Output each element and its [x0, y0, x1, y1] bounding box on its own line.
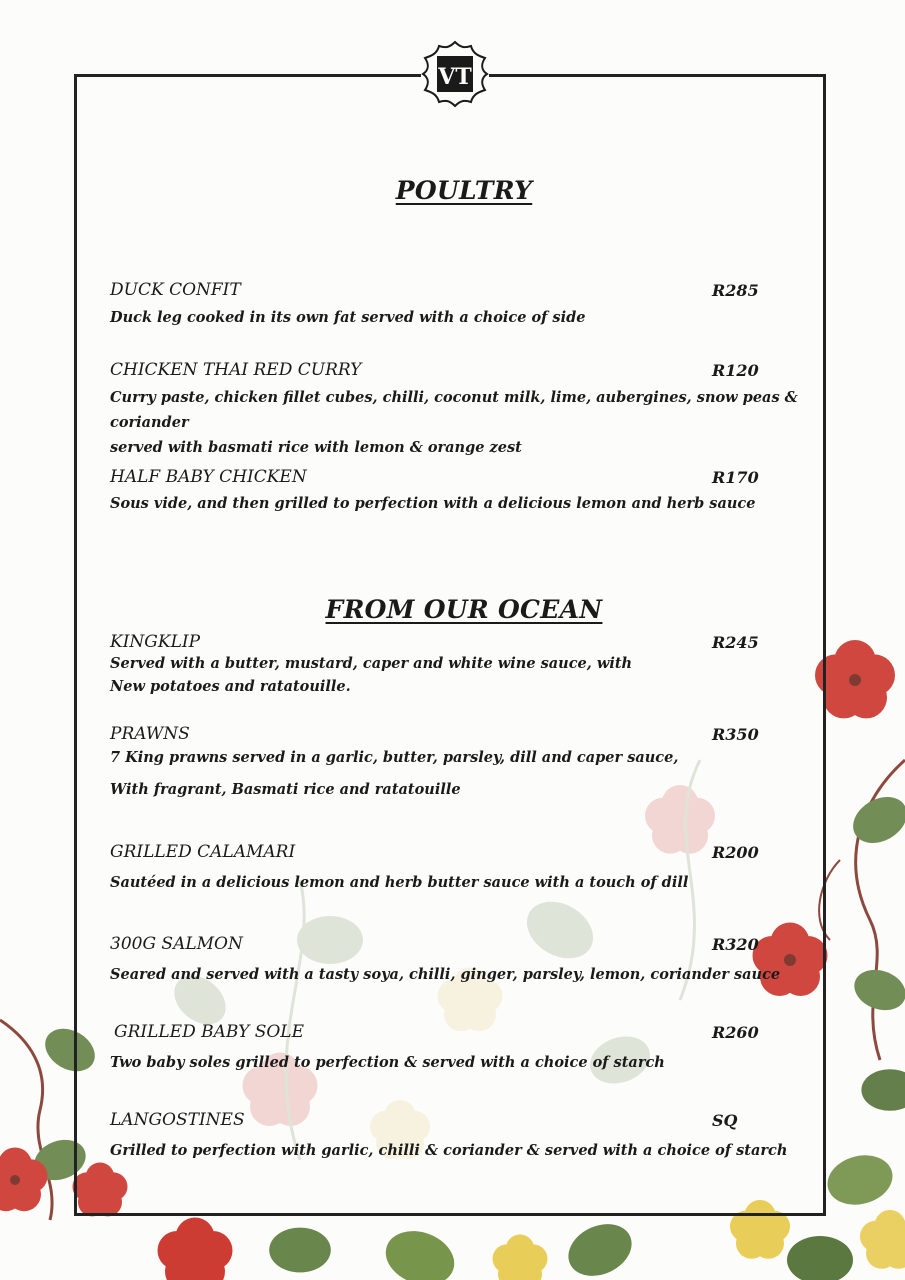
item-price-kingklip: R245: [712, 633, 759, 652]
item-desc-prawns: 7 King prawns served in a garlic, butter, parsley, dill and caper sauce,: [110, 749, 679, 766]
item-name-duck-confit: DUCK CONFIT: [110, 280, 241, 300]
logo-monogram: VT: [438, 64, 472, 90]
item-desc-prawns-continued: With fragrant, Basmati rice and ratatouille: [110, 781, 461, 798]
item-desc-langostines: Grilled to perfection with garlic, chilli & coriander & served with a choice of starch: [110, 1142, 788, 1159]
item-name-300g-salmon: 300G SALMON: [110, 934, 243, 954]
item-desc-kingklip: Served with a butter, mustard, caper and white wine sauce, with New potatoes and ratatouille.: [110, 655, 633, 695]
section-title-poultry: POULTRY: [395, 176, 533, 205]
vt-logo: [421, 40, 489, 108]
item-desc-300g-salmon: Seared and served with a tasty soya, chilli, ginger, parsley, lemon, coriander sauce: [110, 966, 781, 983]
item-price-half-baby-chicken: R170: [712, 468, 759, 487]
item-name-half-baby-chicken: HALF BABY CHICKEN: [110, 467, 307, 487]
item-price-grilled-baby-sole: R260: [712, 1023, 759, 1042]
item-price-prawns: R350: [712, 725, 759, 744]
item-name-grilled-baby-sole: GRILLED BABY SOLE: [114, 1022, 304, 1042]
item-price-duck-confit: R285: [712, 281, 759, 300]
item-name-prawns: PRAWNS: [110, 724, 190, 744]
item-name-grilled-calamari: GRILLED CALAMARI: [110, 842, 296, 862]
item-price-grilled-calamari: R200: [712, 843, 759, 862]
item-price-chicken-thai-red-curry: R120: [712, 361, 759, 380]
item-price-langostines: SQ: [712, 1111, 738, 1130]
section-title-from-our-ocean: FROM OUR OCEAN: [325, 595, 603, 624]
item-desc-duck-confit: Duck leg cooked in its own fat served with a choice of side: [110, 309, 586, 326]
item-name-langostines: LANGOSTINES: [110, 1110, 245, 1130]
item-name-kingklip: KINGKLIP: [110, 632, 201, 652]
item-name-chicken-thai-red-curry: CHICKEN THAI RED CURRY: [110, 360, 362, 380]
item-desc-grilled-calamari: Sautéed in a delicious lemon and herb butter sauce with a touch of dill: [110, 874, 689, 891]
item-desc-half-baby-chicken: Sous vide, and then grilled to perfection with a delicious lemon and herb sauce: [110, 495, 756, 512]
item-desc-grilled-baby-sole: Two baby soles grilled to perfection & served with a choice of starch: [110, 1054, 665, 1071]
item-desc-chicken-thai-red-curry: Curry paste, chicken fillet cubes, chilli, coconut milk, lime, aubergines, snow peas & coriander served with basmati rice with lemon & orange zest: [110, 389, 798, 456]
item-price-300g-salmon: R320: [712, 935, 759, 954]
